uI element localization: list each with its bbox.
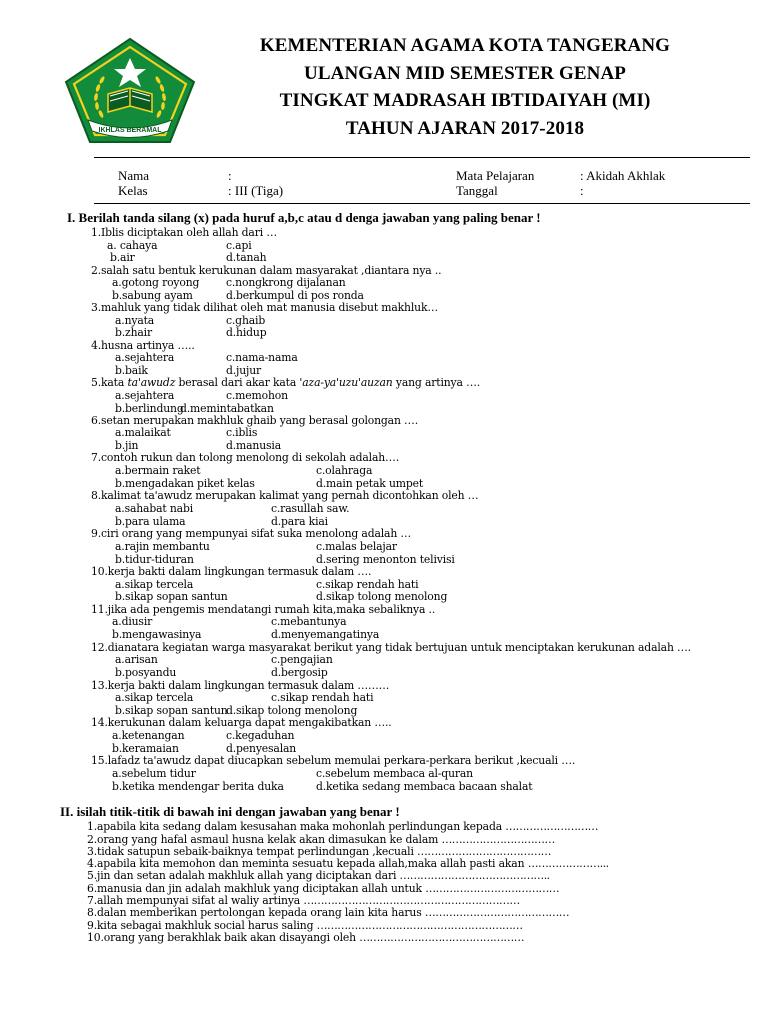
question-4: 4.husna artinya ….. xyxy=(91,339,195,352)
question-1: 1.Iblis diciptakan oleh allah dari … xyxy=(91,226,277,239)
kelas-label: Kelas xyxy=(118,183,148,198)
option-c: c.ghaib xyxy=(226,314,266,327)
option-d: d.tanah xyxy=(226,251,267,264)
option-d: d.sering menonton telivisi xyxy=(316,553,455,566)
question-8: 8.kalimat ta'awudz merupakan kalimat yang pernah dicontohkan oleh … xyxy=(91,489,479,502)
option-a: a.sejahtera xyxy=(115,389,175,402)
option-b: b.berlindung xyxy=(115,402,184,415)
option-a: a.malaikat xyxy=(115,426,171,439)
fill-item-9-blank[interactable]: …………………………………………………… xyxy=(316,919,523,932)
question-5-term-1: ta'awudz xyxy=(127,376,176,389)
question-2: 2.salah satu bentuk kerukunan dalam masyarakat ,diantara nya .. xyxy=(91,264,442,277)
option-a: a.gotong royong xyxy=(112,276,200,289)
option-c: c.memohon xyxy=(226,389,288,402)
option-d: d.bergosip xyxy=(271,666,328,679)
kelas-value: : III (Tiga) xyxy=(228,183,284,198)
option-b: b.zhair xyxy=(115,326,152,339)
option-d: d.ketika sedang membaca bacaan shalat xyxy=(316,780,533,793)
fill-item-7-blank[interactable]: ……………………………………………………… xyxy=(303,894,520,907)
option-a: a.arisan xyxy=(115,653,158,666)
option-c: c.rasullah saw. xyxy=(271,502,350,515)
mapel-label: Mata Pelajaran xyxy=(456,168,535,183)
option-b: b.keramaian xyxy=(112,742,179,755)
header-divider-top xyxy=(94,157,750,158)
option-a: a.ketenangan xyxy=(112,729,185,742)
option-a: a.nyata xyxy=(115,314,155,327)
question-11: 11.jika ada pengemis mendatangi rumah kita,maka sebaliknya .. xyxy=(91,603,436,616)
fill-item-8 xyxy=(87,906,569,919)
fill-item-10 xyxy=(87,931,524,944)
fill-item-2-blank[interactable]: …………………………… xyxy=(441,833,555,846)
question-12: 12.dianatara kegiatan warga masyarakat berikut yang tidak bertujuan untuk menciptakan kerukunan adalah …. xyxy=(91,641,691,654)
fill-item-9-text: 9.kita sebagai makhluk social harus saling xyxy=(87,919,317,932)
question-5-text-1: 5.kata xyxy=(91,376,128,389)
tanggal-value: : xyxy=(580,183,584,198)
title-line-year: TAHUN AJARAN 2017-2018 xyxy=(345,117,585,139)
option-d: d.para kiai xyxy=(271,515,328,528)
option-c: c.sikap rendah hati xyxy=(316,578,419,591)
section1-heading: I. Berilah tanda silang (x) pada huruf a,b,c atau d denga jawaban yang paling benar ! xyxy=(67,210,541,225)
nama-label: Nama xyxy=(118,168,150,183)
fill-item-5-text: 5.jin dan setan adalah makhluk allah yang diciptakan dari xyxy=(87,869,400,882)
option-d: d.memintabatkan xyxy=(180,402,274,415)
option-b: b.mengadakan piket kelas xyxy=(115,477,255,490)
option-b: b.para ulama xyxy=(115,515,186,528)
option-b: b.sikap sopan santun xyxy=(115,590,228,603)
option-b: b.sabung ayam xyxy=(112,289,193,302)
option-a: a.sikap tercela xyxy=(115,578,194,591)
option-a: a.rajin membantu xyxy=(115,540,210,553)
question-7: 7.contoh rukun dan tolong menolong di sekolah adalah…. xyxy=(91,451,399,464)
option-a: a.sikap tercela xyxy=(115,691,194,704)
title-line-ministry: KEMENTERIAN AGAMA KOTA TANGERANG xyxy=(259,35,671,56)
kemenag-logo xyxy=(62,36,198,146)
fill-item-1-text: 1.apabila kita sedang dalam kesusahan maka mohonlah perlindungan kepada xyxy=(87,820,506,833)
option-b: b.baik xyxy=(115,364,148,377)
fill-item-7-text: 7.allah mempunyai sifat al waliy artinya xyxy=(87,894,304,907)
option-c: c.iblis xyxy=(226,426,258,439)
fill-item-4-blank[interactable]: …………………... xyxy=(527,857,609,870)
option-d: d.hidup xyxy=(226,326,267,339)
tanggal-label: Tanggal xyxy=(456,183,498,198)
option-a: a.bermain raket xyxy=(115,464,201,477)
option-b: b.mengawasinya xyxy=(112,628,202,641)
question-6: 6.setan merupakan makhluk ghaib yang berasal golongan …. xyxy=(91,414,418,427)
option-c: c.kegaduhan xyxy=(226,729,295,742)
section2-heading: II. isilah titik-titik di bawah ini dengan jawaban yang benar ! xyxy=(60,804,400,819)
header-divider-bottom xyxy=(94,203,750,204)
option-b: b.sikap sopan santun xyxy=(115,704,228,717)
option-c: c.pengajian xyxy=(271,653,333,666)
option-b: b.posyandu xyxy=(115,666,177,679)
logo-motto: IKHLAS BERAMAL xyxy=(98,127,162,134)
question-14: 14.kerukunan dalam keluarga dapat mengakibatkan ….. xyxy=(91,716,392,729)
option-c: c.mebantunya xyxy=(271,615,347,628)
question-5 xyxy=(91,376,480,389)
option-a: a.diusir xyxy=(112,615,153,628)
fill-item-2-text: 2.orang yang hafal asmaul husna kelak akan dimasukan ke dalam xyxy=(87,833,442,846)
fill-item-5 xyxy=(87,869,550,882)
option-d: d.berkumpul di pos ronda xyxy=(226,289,364,302)
fill-item-4-text: 4.apabila kita memohon dan meminta sesuatu kepada allah,maka allah pasti akan xyxy=(87,857,528,870)
question-5-text-3: yang artinya …. xyxy=(392,376,481,389)
option-a: a.sejahtera xyxy=(115,351,175,364)
option-b: b.ketika mendengar berita duka xyxy=(112,780,284,793)
exam-title xyxy=(225,32,705,142)
option-a: a. cahaya xyxy=(107,239,158,252)
option-a: a.sebelum tidur xyxy=(112,767,196,780)
question-15: 15.lafadz ta'awudz dapat diucapkan sebelum memulai perkara-perkara berikut ,kecuali …. xyxy=(91,754,576,767)
option-d: d.penyesalan xyxy=(226,742,297,755)
question-9: 9.ciri orang yang mempunyai sifat suka menolong adalah … xyxy=(91,527,412,540)
option-c: c.sebelum membaca al-quran xyxy=(316,767,473,780)
fill-item-10-text: 10.orang yang berakhlak baik akan disayangi oleh xyxy=(87,931,360,944)
fill-item-10-blank[interactable]: ………………………………………… xyxy=(359,931,524,944)
fill-item-1 xyxy=(87,820,598,833)
mapel-value: : Akidah Akhlak xyxy=(580,168,666,183)
option-c: c.api xyxy=(226,239,252,252)
option-c: c.nama-nama xyxy=(226,351,298,364)
option-d: d.sikap tolong menolong xyxy=(316,590,448,603)
question-5-term-2: 'aza-ya'uzu'auzan xyxy=(299,376,393,389)
title-line-level: TINGKAT MADRASAH IBTIDAIYAH (MI) xyxy=(279,90,651,111)
fill-item-3-blank[interactable]: ………………………………… xyxy=(417,845,551,858)
option-d: d.sikap tolong menolong xyxy=(226,704,358,717)
option-a: a.sahabat nabi xyxy=(115,502,194,515)
option-c: c.nongkrong dijalanan xyxy=(226,276,346,289)
option-c: c.olahraga xyxy=(316,464,373,477)
option-c: c.sikap rendah hati xyxy=(271,691,374,704)
option-d: d.jujur xyxy=(226,364,262,377)
fill-item-3-text: 3.tidak satupun sebaik-baiknya tempat perlindungan ,kecuali xyxy=(87,845,418,858)
option-d: d.manusia xyxy=(226,439,282,452)
option-b: b.jin xyxy=(115,439,139,452)
fill-item-8-blank[interactable]: …………………………………… xyxy=(424,906,570,919)
option-d: d.menyemangatinya xyxy=(271,628,380,641)
option-b: b.tidur-tiduran xyxy=(115,553,194,566)
option-b: b.air xyxy=(110,251,135,264)
nama-value: : xyxy=(228,168,232,183)
question-10: 10.kerja bakti dalam lingkungan termasuk dalam …. xyxy=(91,565,372,578)
option-d: d.main petak umpet xyxy=(316,477,424,490)
title-line-exam: ULANGAN MID SEMESTER GENAP xyxy=(304,62,626,84)
fill-item-6-blank[interactable]: ………………………………… xyxy=(425,882,560,895)
fill-item-5-blank[interactable]: …………………………………….. xyxy=(399,869,550,882)
fill-item-1-blank[interactable]: ……………………… xyxy=(505,820,598,833)
question-3: 3.mahluk yang tidak dilihat oleh mat manusia disebut makhluk… xyxy=(91,301,439,314)
question-13: 13.kerja bakti dalam lingkungan termasuk dalam ……… xyxy=(91,679,390,692)
fill-item-6-text: 6.manusia dan jin adalah makhluk yang diciptakan allah untuk xyxy=(87,882,426,895)
fill-item-8-text: 8.dalan memberikan pertolongan kepada orang lain kita harus xyxy=(87,906,425,919)
question-5-text-2: berasal dari akar kata xyxy=(175,376,300,389)
option-c: c.malas belajar xyxy=(316,540,397,553)
